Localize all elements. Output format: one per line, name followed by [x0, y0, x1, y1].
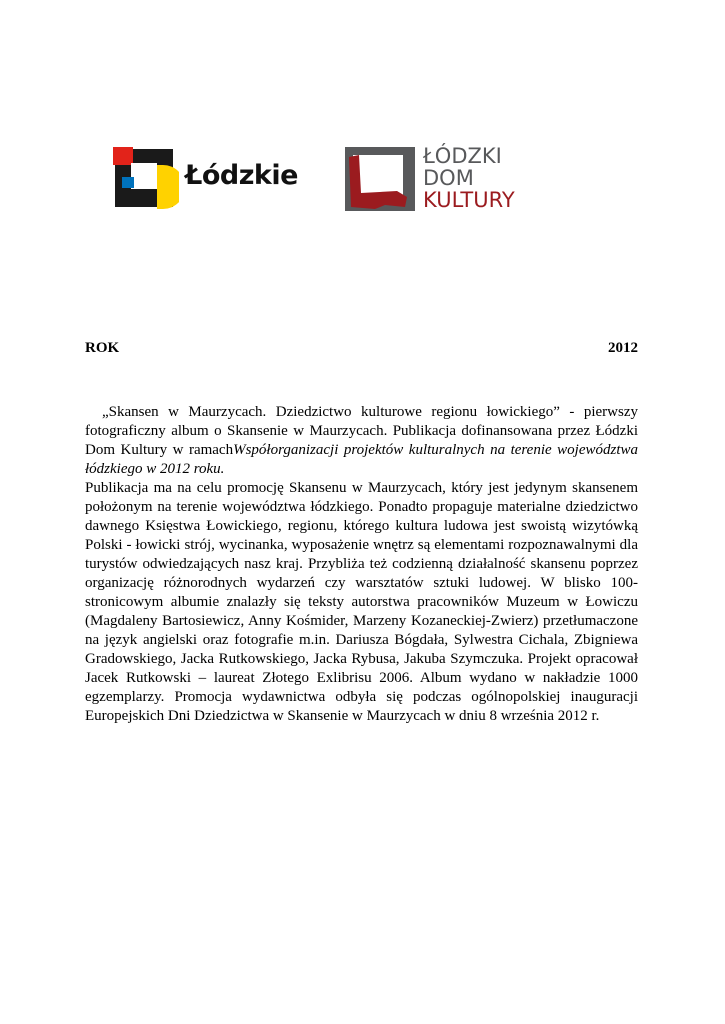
heading-row [85, 340, 638, 357]
paragraph-description: Publikacja ma na celu promocję Skansenu w Maurzycach, który jest jedynym skansenem położonym na terenie województwa łódzkiego. Ponadto propaguje materialne dziedzictwo dawnego Księstwa Łowickiego, regionu, którego kultura ludowa jest swoistą wizytówką Polski - łowicki strój, wycinanka, wyposażenie wnętrz są elementami rozpoznawalnymi dla turystów odwiedzających nasz kraj. Przybliża też codzienną działalność skansenu poprzez organizację różnorodnych wydarzeń czy warsztatów sztuki ludowej. W blisko 100-stronicowym albumie znalazły się teksty autorstwa pracowników Muzeum w Łowiczu (Magdaleny Bartosiewicz, Anny Kośmider, Marzeny Kozaneckiej-Zwierz) przetłumaczone na język angielski oraz fotografie m.in. Dariusza Bógdała, Sylwestra Cichala, Zbigniewa Gradowskiego, Jacka Rutkowskiego, Jacka Rybusa, Jakuba Szymczuka. Projekt opracował Jacek Rutkowski – laureat Złotego Exlibrisu 2006. Album wydano w nakładzie 1000 egzemplarzy. Promocja wydawnictwa odbyła się podczas ogólnopolskiej inauguracji Europejskich Dni Dziedzictwa w Skansenie w Maurzycach w dniu 8 września 2012 r. [85, 480, 638, 724]
logo-bar [0, 0, 725, 230]
paragraph-intro [85, 403, 638, 479]
document-body [85, 403, 638, 726]
ldk-logo-line-2: DOM [423, 166, 474, 190]
ldk-logo-red-brush [349, 155, 407, 209]
paragraph-intro-plain: „Skansen w Maurzycach. Dziedzictwo kulturowe regionu łowickiego” - pierwszy fotograficzny album o Skansenie w Maurzycach. Publikacja dofinansowana przez Łódzki Dom Kultury w ramach [85, 404, 638, 458]
lodzkie-logo-red-square-top [113, 147, 133, 165]
heading-year: 2012 [608, 340, 638, 356]
paragraph-intro-italic: Współorganizacji projektów kulturalnych na terenie województwa łódzkiego w 2012 roku. [85, 442, 638, 477]
ldk-logo [345, 147, 415, 211]
ldk-logo-line-1: ŁÓDZKI [423, 144, 502, 168]
heading-label: ROK [85, 340, 120, 356]
lodzkie-logo-blue-square [122, 177, 134, 188]
ldk-logo-line-3: KULTURY [423, 188, 515, 212]
lodzkie-logo-text: Łódzkie [185, 160, 298, 191]
lodzkie-logo-yellow-shape [157, 165, 179, 209]
lodzkie-logo [113, 147, 179, 211]
lodzkie-logo-white-square [131, 163, 157, 189]
